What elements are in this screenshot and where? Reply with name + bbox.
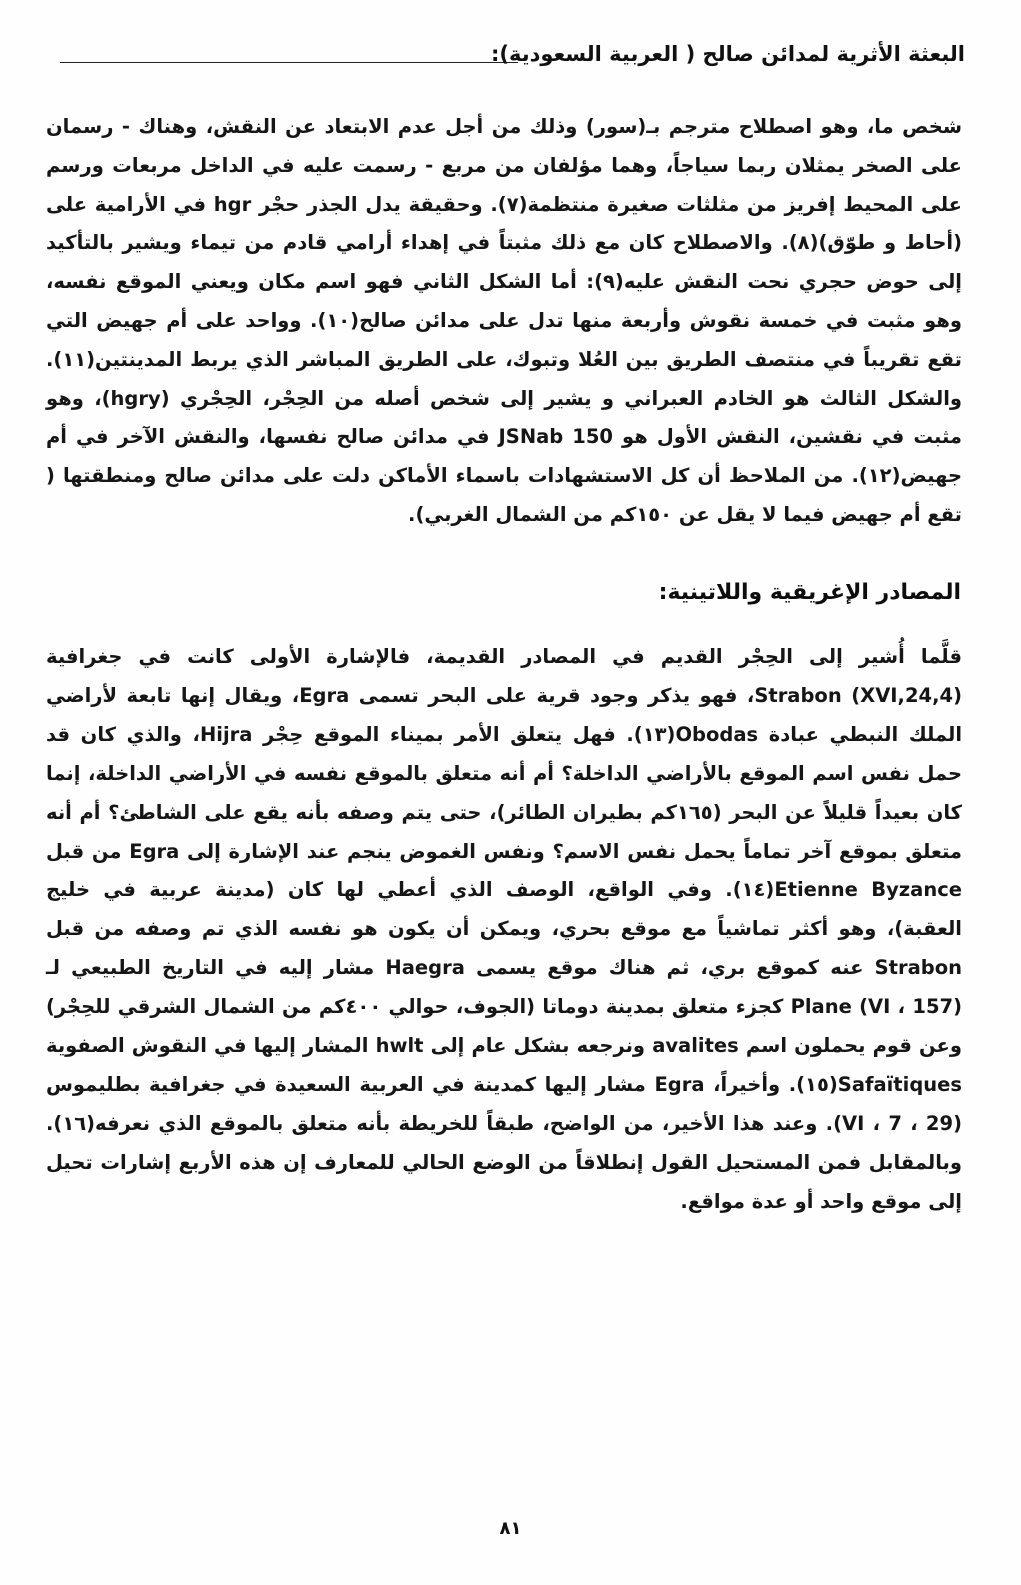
running-header — [60, 38, 965, 78]
header-title: البعثة الأثرية لمدائن صالح ( العربية السعودية): — [490, 42, 965, 66]
section-heading: المصادر الإغريقية واللاتينية: — [658, 580, 961, 605]
paragraph-1: شخص ما، وهو اصطلاح مترجم بـ(سور) وذلك من أجل عدم الابتعاد عن النقش، وهناك - رسمان على الصخر يمثلان ربما سياجاً، وهما مؤلفان من مربع - رسمت عليه في الداخل مربعات ورسم على المحيط إفريز من مثلثات صغيرة منتظمة(٧). وحقيقة يدل الجذر حجْر hgr في الأرامية على (أحاط و طوّق)(٨). والاصطلاح كان مع ذلك مثبتاً في إهداء أرامي قادم من تيماء ويشير بالتأكيد إلى حوض حجري نحت النقش عليه(٩): أما الشكل الثاني فهو اسم مكان ويعني الموقع نفسه، وهو مثبت في خمسة نقوش وأربعة منها تدل على مدائن صالح(١٠). وواحد على أم جهيض التي تقع تقريباً في منتصف الطريق بين العُلا وتبوك، على الطريق المباشر الذي يربط المدينتين(١١). والشكل الثالث هو الخادم العبراني و يشير إلى شخص أصله من الحِجْر، الحِجْري (hgry)، وهو مثبت في نقشين، النقش الأول هو 150 JSNab في مدائن صالح نفسها، والنقش الآخر في أم جهيض(١٢). من الملاحظ أن كل الاستشهادات باسماء الأماكن دلت على مدائن صالح ومنطقتها ( تقع أم جهيض فيما لا يقل عن ١٥٠كم من الشمال الغربي). — [46, 115, 963, 526]
paragraph-2: قلَّما أُشير إلى الحِجْر القديم في المصادر القديمة، فالإشارة الأولى كانت في جغرافية (XVI,24,4) Strabon، فهو يذكر وجود قرية على البحر تسمى Egra، ويقال إنها تابعة لأراضي الملك النبطي عبادة Obodas(١٣). فهل يتعلق الأمر بميناء الموقع حِجْر Hijra، والذي كان قد حمل نفس اسم الموقع بالأراضي الداخلة؟ أم أنه متعلق بالموقع نفسه في الأراضي الداخلة، إنما كان بعيداً قليلاً عن البحر (١٦٥كم بطيران الطائر)، حتى يتم وصفه بأنه يقع على الشاطئ؟ أم أنه متعلق بموقع آخر تماماً يحمل نفس الاسم؟ ونفس الغموض ينجم عند الإشارة إلى Egra من قبل Etienne Byzance(١٤). وفي الواقع، الوصف الذي أعطي لها كان (مدينة عربية في خليج العقبة)، وهو أكثر تماشياً مع موقع بحري، ويمكن أن يكون هو نفسه الذي تم وصفه من قبل Strabon عنه كموقع بري، ثم هناك موقع يسمى Haegra مشار إليه في التاريخ الطبيعي لـ Plane (VI ، 157) كجزء متعلق بمدينة دوماتا (الجوف، حوالي ٤٠٠كم من الشمال الشرقي للحِجْر) وعن قوم يحملون اسم avalites ونرجعه بشكل عام إلى hwlt المشار إليها في النقوش الصفوية Safaïtiques(١٥). وأخيراً، Egra مشار إليها كمدينة في العربية السعيدة في جغرافية بطليموس (VI ، 7 ، 29). وعند هذا الأخير، من الواضح، طبقاً للخريطة بأنه متعلق بالموقع الذي نعرفه(١٦). وبالمقابل فمن المستحيل القول إنطلاقاً من الوضع الحالي للمعارف إن هذه الأربع إشارات تحيل إلى موقع واحد أو عدة مواقع. — [46, 645, 963, 1213]
header-rule — [60, 62, 518, 63]
page-number: ٨١ — [499, 1518, 522, 1539]
